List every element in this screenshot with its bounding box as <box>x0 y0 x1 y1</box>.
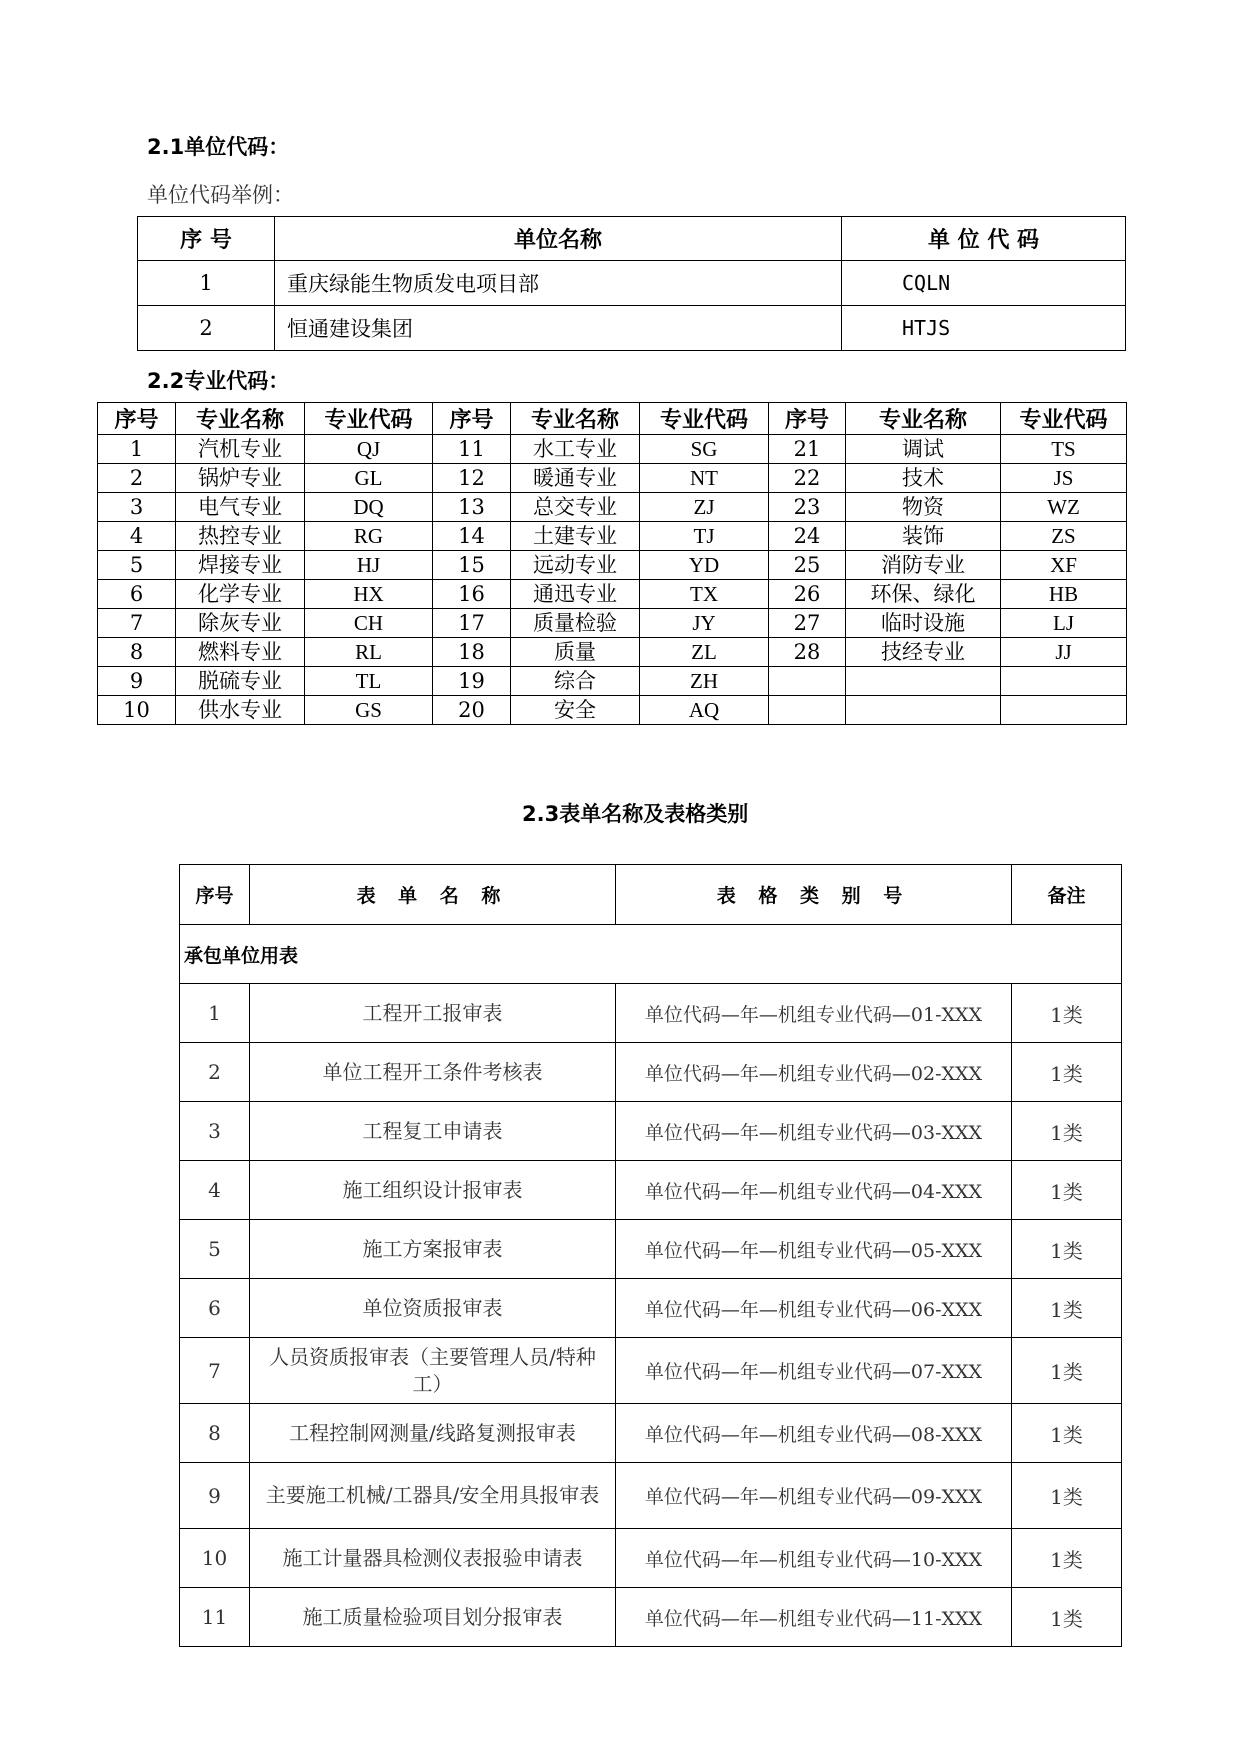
col-header-no: 序号 <box>433 403 511 435</box>
table-row <box>98 493 1127 522</box>
cell-no: 18 <box>433 638 511 667</box>
cell-no: 20 <box>433 696 511 725</box>
row-note: 1类 <box>1012 1338 1122 1404</box>
cell-discipline-name: 临时设施 <box>846 609 1001 638</box>
row-form-name: 工程控制网测量/线路复测报审表 <box>250 1404 616 1463</box>
row-category-code: 单位代码—年—机组专业代码—09-XXX <box>616 1463 1012 1529</box>
row-form-name: 施工计量器具检测仪表报验申请表 <box>250 1529 616 1588</box>
cell-discipline-name <box>846 667 1001 696</box>
row-category-code: 单位代码—年—机组专业代码—06-XXX <box>616 1279 1012 1338</box>
section-2-3-heading: 2.3表单名称及表格类别 <box>522 802 749 826</box>
table-row <box>180 1161 1122 1220</box>
cell-discipline-name: 除灰专业 <box>176 609 305 638</box>
row-no: 8 <box>180 1404 250 1463</box>
discipline-code-table <box>97 402 1127 725</box>
cell-discipline-name: 安全 <box>511 696 640 725</box>
row-form-name: 施工组织设计报审表 <box>250 1161 616 1220</box>
row-note: 1类 <box>1012 1588 1122 1647</box>
cell-discipline-name: 热控专业 <box>176 522 305 551</box>
cell-discipline-code: JY <box>640 609 769 638</box>
cell-discipline-code: HX <box>305 580 433 609</box>
cell-no: 8 <box>98 638 176 667</box>
cell-discipline-code: ZL <box>640 638 769 667</box>
cell-discipline-name <box>846 696 1001 725</box>
row-note: 1类 <box>1012 1463 1122 1529</box>
table-row <box>180 1588 1122 1647</box>
col-header-discipline-name: 专业名称 <box>176 403 305 435</box>
row-no: 3 <box>180 1102 250 1161</box>
cell-no: 5 <box>98 551 176 580</box>
row-unit-code: CQLN <box>842 261 1126 306</box>
row-no: 10 <box>180 1529 250 1588</box>
cell-no: 26 <box>769 580 846 609</box>
table-row <box>98 522 1127 551</box>
cell-discipline-name: 技经专业 <box>846 638 1001 667</box>
cell-discipline-code: TS <box>1001 435 1127 464</box>
cell-discipline-name: 质量检验 <box>511 609 640 638</box>
table-header-row <box>180 865 1122 925</box>
table-header-row <box>138 217 1126 261</box>
row-category-code: 单位代码—年—机组专业代码—07-XXX <box>616 1338 1012 1404</box>
row-form-name: 施工方案报审表 <box>250 1220 616 1279</box>
cell-discipline-code: HJ <box>305 551 433 580</box>
row-form-name: 人员资质报审表（主要管理人员/特种工） <box>250 1338 616 1404</box>
row-category-code: 单位代码—年—机组专业代码—05-XXX <box>616 1220 1012 1279</box>
cell-discipline-name: 调试 <box>846 435 1001 464</box>
row-form-name: 工程复工申请表 <box>250 1102 616 1161</box>
table-row <box>98 435 1127 464</box>
row-no: 1 <box>180 984 250 1043</box>
table-row <box>180 1279 1122 1338</box>
cell-discipline-code: CH <box>305 609 433 638</box>
cell-no: 17 <box>433 609 511 638</box>
cell-discipline-code <box>1001 667 1127 696</box>
cell-discipline-code: XF <box>1001 551 1127 580</box>
row-no: 5 <box>180 1220 250 1279</box>
col-header-form-name: 表 单 名 称 <box>250 865 616 925</box>
cell-discipline-code: ZH <box>640 667 769 696</box>
table-row <box>98 667 1127 696</box>
cell-no: 13 <box>433 493 511 522</box>
cell-no <box>769 696 846 725</box>
cell-discipline-name: 化学专业 <box>176 580 305 609</box>
row-unit-name: 重庆绿能生物质发电项目部 <box>275 261 842 306</box>
cell-discipline-name: 技术 <box>846 464 1001 493</box>
cell-no: 14 <box>433 522 511 551</box>
row-category-code: 单位代码—年—机组专业代码—04-XXX <box>616 1161 1012 1220</box>
row-unit-name: 恒通建设集团 <box>275 306 842 351</box>
cell-discipline-name: 暖通专业 <box>511 464 640 493</box>
col-header-discipline-code: 专业代码 <box>1001 403 1127 435</box>
cell-discipline-name: 消防专业 <box>846 551 1001 580</box>
col-header-note: 备注 <box>1012 865 1122 925</box>
cell-discipline-name: 物资 <box>846 493 1001 522</box>
cell-discipline-code: NT <box>640 464 769 493</box>
cell-discipline-name: 供水专业 <box>176 696 305 725</box>
cell-discipline-name: 脱硫专业 <box>176 667 305 696</box>
cell-discipline-code <box>1001 696 1127 725</box>
cell-discipline-code: AQ <box>640 696 769 725</box>
col-header-no: 序号 <box>98 403 176 435</box>
cell-discipline-name: 燃料专业 <box>176 638 305 667</box>
cell-discipline-code: YD <box>640 551 769 580</box>
row-category-code: 单位代码—年—机组专业代码—03-XXX <box>616 1102 1012 1161</box>
row-category-code: 单位代码—年—机组专业代码—02-XXX <box>616 1043 1012 1102</box>
cell-discipline-name: 锅炉专业 <box>176 464 305 493</box>
row-note: 1类 <box>1012 984 1122 1043</box>
row-no: 4 <box>180 1161 250 1220</box>
col-header-no: 序号 <box>769 403 846 435</box>
section-2-1-heading: 2.1单位代码： <box>147 135 290 159</box>
cell-no: 10 <box>98 696 176 725</box>
cell-no: 3 <box>98 493 176 522</box>
table-row <box>180 1463 1122 1529</box>
cell-discipline-code: WZ <box>1001 493 1127 522</box>
row-no: 9 <box>180 1463 250 1529</box>
cell-discipline-code: HB <box>1001 580 1127 609</box>
cell-no: 22 <box>769 464 846 493</box>
table-row <box>98 551 1127 580</box>
cell-discipline-code: JJ <box>1001 638 1127 667</box>
row-note: 1类 <box>1012 1043 1122 1102</box>
row-category-code: 单位代码—年—机组专业代码—11-XXX <box>616 1588 1012 1647</box>
cell-discipline-code: ZJ <box>640 493 769 522</box>
cell-discipline-name: 质量 <box>511 638 640 667</box>
row-form-name: 施工质量检验项目划分报审表 <box>250 1588 616 1647</box>
table-row <box>180 1338 1122 1404</box>
group-row <box>180 925 1122 984</box>
table-row <box>98 638 1127 667</box>
cell-no: 11 <box>433 435 511 464</box>
col-header-discipline-name: 专业名称 <box>511 403 640 435</box>
col-header-no: 序号 <box>180 865 250 925</box>
table-row <box>180 1529 1122 1588</box>
row-note: 1类 <box>1012 1102 1122 1161</box>
cell-no: 23 <box>769 493 846 522</box>
table-row <box>138 261 1126 306</box>
cell-discipline-name: 装饰 <box>846 522 1001 551</box>
row-unit-code: HTJS <box>842 306 1126 351</box>
row-no: 2 <box>180 1043 250 1102</box>
cell-discipline-name: 综合 <box>511 667 640 696</box>
unit-code-intro: 单位代码举例： <box>147 183 294 207</box>
cell-no <box>769 667 846 696</box>
table-row <box>180 1220 1122 1279</box>
table-row <box>98 609 1127 638</box>
row-note: 1类 <box>1012 1279 1122 1338</box>
table-row <box>180 1404 1122 1463</box>
cell-no: 7 <box>98 609 176 638</box>
col-header-discipline-code: 专业代码 <box>640 403 769 435</box>
cell-discipline-name: 土建专业 <box>511 522 640 551</box>
cell-no: 19 <box>433 667 511 696</box>
row-note: 1类 <box>1012 1404 1122 1463</box>
row-form-name: 主要施工机械/工器具/安全用具报审表 <box>250 1463 616 1529</box>
cell-discipline-name: 通迅专业 <box>511 580 640 609</box>
cell-no: 21 <box>769 435 846 464</box>
table-header-row <box>98 403 1127 435</box>
table-row <box>138 306 1126 351</box>
cell-discipline-code: TX <box>640 580 769 609</box>
cell-discipline-name: 汽机专业 <box>176 435 305 464</box>
row-no: 7 <box>180 1338 250 1404</box>
cell-no: 24 <box>769 522 846 551</box>
cell-no: 2 <box>98 464 176 493</box>
table-row <box>98 580 1127 609</box>
cell-no: 4 <box>98 522 176 551</box>
cell-no: 12 <box>433 464 511 493</box>
col-header-unit-name: 单位名称 <box>275 217 842 261</box>
cell-no: 16 <box>433 580 511 609</box>
table-row <box>98 464 1127 493</box>
row-note: 1类 <box>1012 1529 1122 1588</box>
cell-discipline-name: 总交专业 <box>511 493 640 522</box>
cell-discipline-code: JS <box>1001 464 1127 493</box>
col-header-no: 序 号 <box>138 217 275 261</box>
cell-no: 27 <box>769 609 846 638</box>
form-category-table <box>179 864 1122 1647</box>
row-no: 6 <box>180 1279 250 1338</box>
section-2-2-heading: 2.2专业代码： <box>147 369 290 393</box>
row-category-code: 单位代码—年—机组专业代码—10-XXX <box>616 1529 1012 1588</box>
cell-discipline-name: 焊接专业 <box>176 551 305 580</box>
row-form-name: 单位工程开工条件考核表 <box>250 1043 616 1102</box>
cell-no: 9 <box>98 667 176 696</box>
cell-discipline-code: ZS <box>1001 522 1127 551</box>
row-no: 11 <box>180 1588 250 1647</box>
col-header-discipline-code: 专业代码 <box>305 403 433 435</box>
row-no: 1 <box>138 261 275 306</box>
row-no: 2 <box>138 306 275 351</box>
cell-discipline-code: SG <box>640 435 769 464</box>
col-header-unit-code: 单 位 代 码 <box>842 217 1126 261</box>
cell-no: 1 <box>98 435 176 464</box>
cell-discipline-name: 远动专业 <box>511 551 640 580</box>
table-row <box>98 696 1127 725</box>
cell-no: 15 <box>433 551 511 580</box>
row-form-name: 工程开工报审表 <box>250 984 616 1043</box>
row-note: 1类 <box>1012 1220 1122 1279</box>
table-row <box>180 1102 1122 1161</box>
cell-no: 28 <box>769 638 846 667</box>
cell-no: 6 <box>98 580 176 609</box>
group-label: 承包单位用表 <box>180 925 1122 984</box>
cell-discipline-code: DQ <box>305 493 433 522</box>
cell-discipline-code: TL <box>305 667 433 696</box>
col-header-category-no: 表 格 类 别 号 <box>616 865 1012 925</box>
cell-discipline-code: GS <box>305 696 433 725</box>
cell-no: 25 <box>769 551 846 580</box>
cell-discipline-code: GL <box>305 464 433 493</box>
cell-discipline-name: 电气专业 <box>176 493 305 522</box>
cell-discipline-code: QJ <box>305 435 433 464</box>
row-category-code: 单位代码—年—机组专业代码—08-XXX <box>616 1404 1012 1463</box>
table-row <box>180 984 1122 1043</box>
row-note: 1类 <box>1012 1161 1122 1220</box>
cell-discipline-code: RL <box>305 638 433 667</box>
row-form-name: 单位资质报审表 <box>250 1279 616 1338</box>
unit-code-table <box>137 216 1126 351</box>
table-row <box>180 1043 1122 1102</box>
cell-discipline-name: 水工专业 <box>511 435 640 464</box>
cell-discipline-code: RG <box>305 522 433 551</box>
row-category-code: 单位代码—年—机组专业代码—01-XXX <box>616 984 1012 1043</box>
cell-discipline-code: TJ <box>640 522 769 551</box>
cell-discipline-name: 环保、绿化 <box>846 580 1001 609</box>
col-header-discipline-name: 专业名称 <box>846 403 1001 435</box>
cell-discipline-code: LJ <box>1001 609 1127 638</box>
